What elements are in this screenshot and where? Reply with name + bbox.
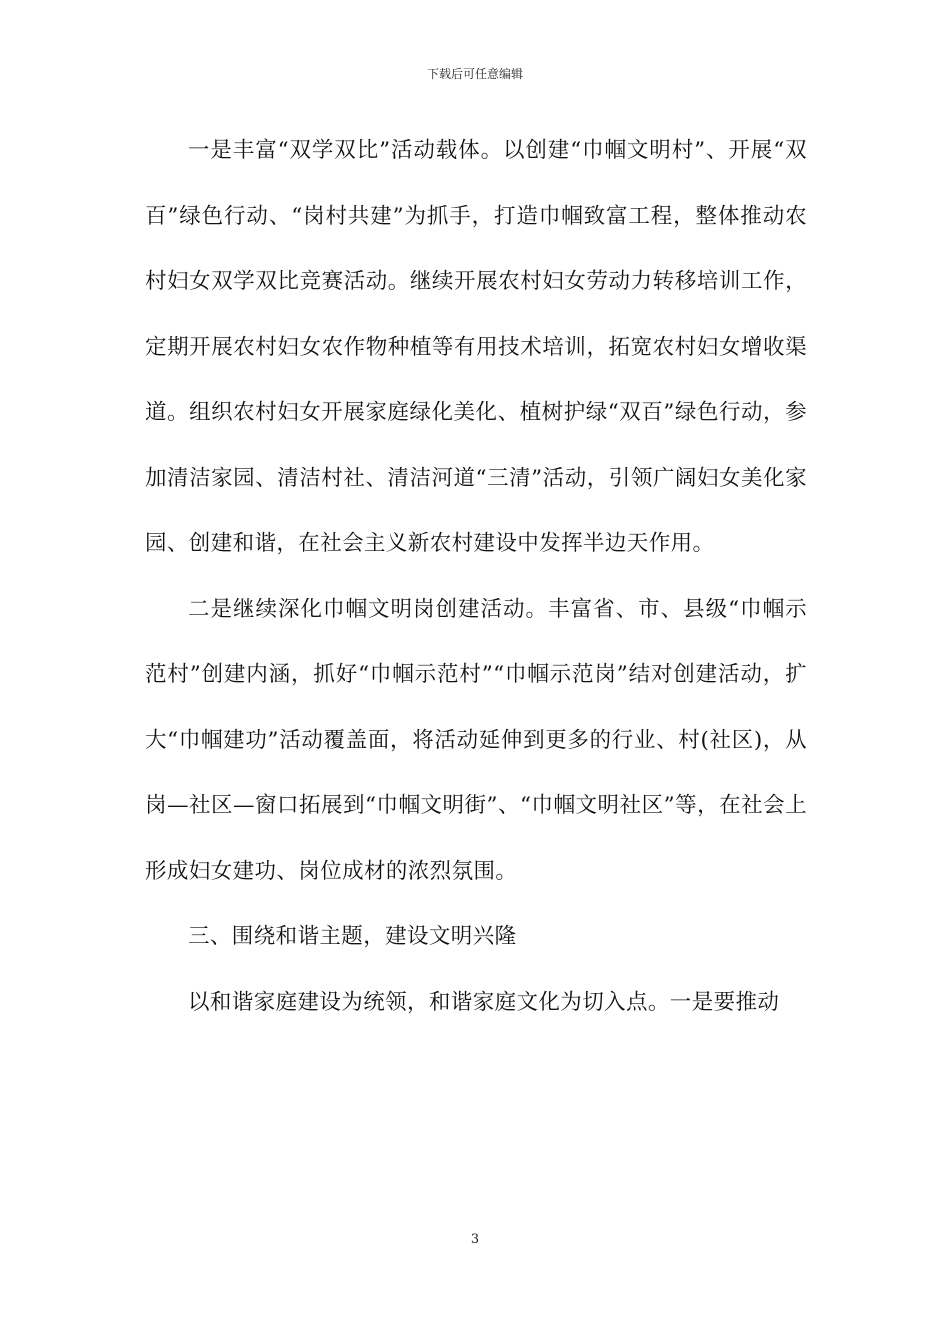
paragraph-3: 以和谐家庭建设为统领，和谐家庭文化为切入点。一是要推动 (188, 989, 780, 1015)
paragraph-2: 二是继续深化巾帼文明岗创建活动。丰富省、市、县级“巾帼示范村”创建内涵，抓好“巾帼示范村”“巾帼示范岗”结对创建活动，扩大“巾帼建功”活动覆盖面，将活动延伸到更多的行业、村(社区)，从岗—社区—窗口拓展到“巾帼文明街”、“巾帼文明社区”等，在社会上形成妇女建功、岗位成材的浓烈氛围。 (145, 596, 807, 884)
paragraph-1: 一是丰富“双学双比”活动载体。以创建“巾帼文明村”、开展“双百”绿色行动、“岗村共建”为抓手，打造巾帼致富工程，整体推动农村妇女双学双比竞赛活动。继续开展农村妇女劳动力转移培训工作，定期开展农村妇女农作物种植等有用技术培训，拓宽农村妇女增收渠道。组织农村妇女开展家庭绿化美化、植树护绿“双百”绿色行动，参加清洁家园、清洁村社、清洁河道“三清”活动，引领广阔妇女美化家园、创建和谐，在社会主义新农村建设中发挥半边天作用。 (145, 138, 807, 556)
document-body (145, 118, 807, 1035)
section-heading: 三、围绕和谐主题，建设文明兴隆 (188, 924, 517, 949)
page-header: 下载后可任意编辑 (426, 67, 523, 81)
page-number: 3 (470, 1232, 480, 1247)
